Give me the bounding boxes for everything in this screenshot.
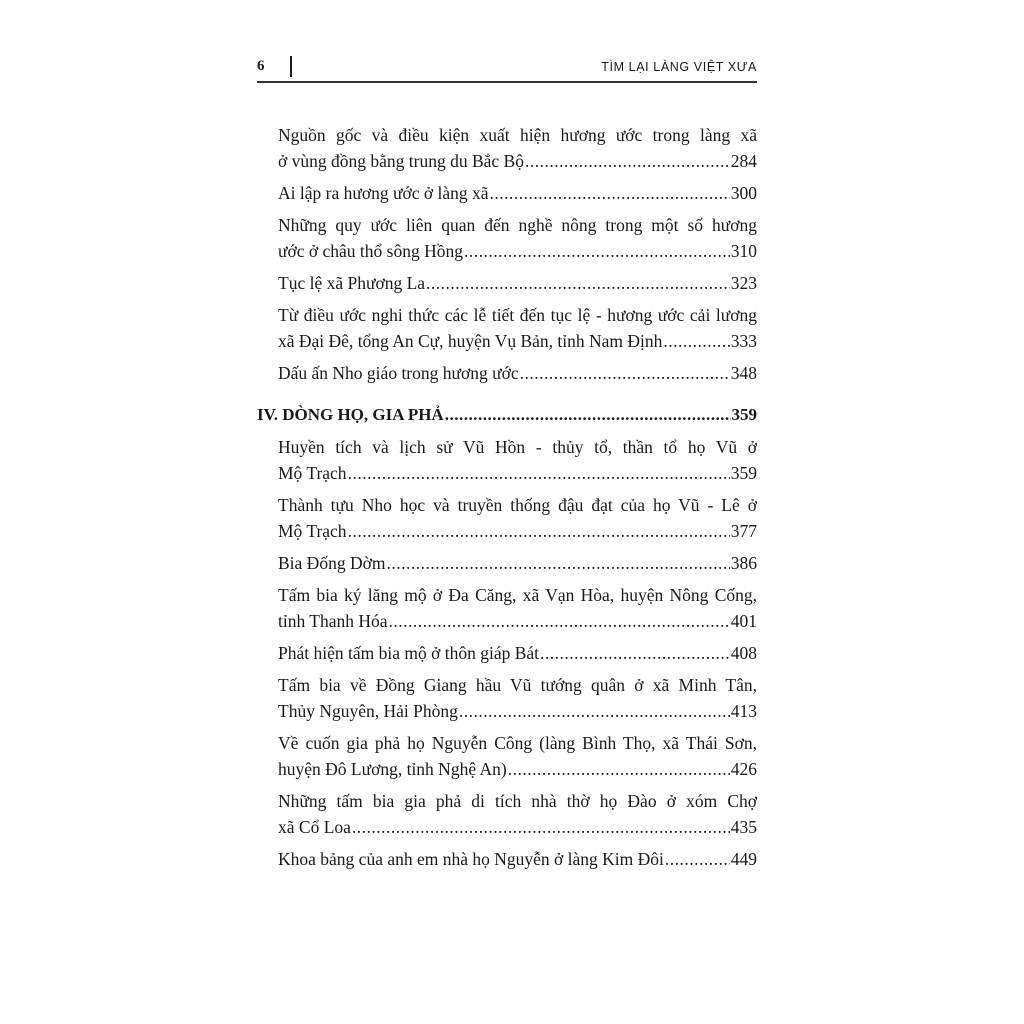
- toc-entry: [278, 212, 757, 264]
- toc-entry-text: Ai lập ra hương ước ở làng xã: [278, 183, 489, 203]
- toc-entry-text: Dấu ấn Nho giáo trong hương ước: [278, 363, 519, 383]
- leader-dots: [663, 328, 729, 354]
- toc-entry-last-line: [278, 846, 757, 872]
- leader-dots: [386, 550, 729, 576]
- toc-entry-line: Thành tựu Nho học và truyền thống đậu đạt của họ Vũ - Lê ở: [278, 495, 757, 515]
- leader-dots: [348, 460, 730, 486]
- toc-entry-text: Mộ Trạch: [278, 463, 347, 483]
- toc-entry-text: Bia Đống Dờm: [278, 553, 386, 573]
- toc-entry-last-line: [278, 148, 757, 174]
- toc-entry-line: Tấm bia về Đồng Giang hầu Vũ tướng quân ở xã Minh Tân,: [278, 675, 757, 695]
- leader-dots: [348, 518, 730, 544]
- toc-page-number: 435: [730, 817, 757, 837]
- toc-entry: [278, 360, 757, 386]
- toc-page-number: 359: [730, 463, 757, 483]
- toc-entry-text: Khoa bảng của anh em nhà họ Nguyễn ở làng Kim Đôi: [278, 849, 664, 869]
- toc-page-number: 323: [730, 273, 757, 293]
- toc-entry-line: Những tấm bia gia phả di tích nhà thờ họ Đào ở xóm Chợ: [278, 791, 757, 811]
- toc-entry-text: xã Đại Đê, tổng An Cự, huyện Vụ Bản, tỉnh Nam Định: [278, 331, 663, 351]
- toc-entry-last-line: [278, 328, 757, 354]
- toc-entry-text: Tục lệ xã Phương La: [278, 273, 426, 293]
- toc-entry-last-line: [278, 360, 757, 386]
- toc-entry-last-line: [278, 180, 757, 206]
- leader-dots: [352, 814, 730, 840]
- section-page-number: 359: [731, 405, 757, 424]
- toc-entry-last-line: [278, 550, 757, 576]
- leader-dots: [508, 756, 730, 782]
- toc-page-number: 284: [730, 151, 757, 171]
- leader-dots: [490, 180, 730, 206]
- leader-dots: [665, 846, 730, 872]
- toc-entry-last-line: [278, 756, 757, 782]
- leader-dots: [389, 608, 730, 634]
- toc-entry-text: ở vùng đồng bằng trung du Bắc Bộ: [278, 151, 524, 171]
- leader-dots: [459, 698, 730, 724]
- toc-entry-text: ước ở châu thổ sông Hồng: [278, 241, 463, 261]
- toc-entry-last-line: [278, 814, 757, 840]
- toc-entry-last-line: [278, 270, 757, 296]
- toc-entry-line: Về cuốn gia phả họ Nguyễn Công (làng Bình Thọ, xã Thái Sơn,: [278, 733, 757, 753]
- section-title: IV. DÒNG HỌ, GIA PHẢ: [257, 405, 444, 424]
- toc-entry: [278, 730, 757, 782]
- leader-dots: [445, 402, 731, 428]
- toc-entry-last-line: [278, 238, 757, 264]
- toc-entry-line: Từ điều ước nghi thức các lễ tiết đến tục lệ - hương ước cải lương: [278, 305, 757, 325]
- toc-entry-text: Thủy Nguyên, Hải Phòng: [278, 701, 458, 721]
- toc-page-number: 401: [730, 611, 757, 631]
- header-divider-bar: [290, 56, 292, 77]
- leader-dots: [426, 270, 730, 296]
- toc-entry-last-line: [278, 518, 757, 544]
- toc-page-number: 449: [730, 849, 757, 869]
- leader-dots: [540, 640, 730, 666]
- toc-entry-last-line: [278, 608, 757, 634]
- toc-page-number: 377: [730, 521, 757, 541]
- toc-entry-last-line: [278, 698, 757, 724]
- toc-page-number: 348: [730, 363, 757, 383]
- leader-dots: [525, 148, 730, 174]
- toc-page-number: 426: [730, 759, 757, 779]
- toc-entry: [278, 550, 757, 576]
- toc-entry: [278, 180, 757, 206]
- toc-entry-last-line: [278, 460, 757, 486]
- toc-entry: [278, 846, 757, 872]
- toc-entry: [278, 582, 757, 634]
- page-header: [257, 56, 757, 82]
- toc-entry-text: Phát hiện tấm bia mộ ở thôn giáp Bát: [278, 643, 540, 663]
- toc-section-heading: [257, 402, 757, 428]
- table-of-contents: [257, 122, 757, 878]
- toc-entry: [278, 270, 757, 296]
- toc-entry-text: Mộ Trạch: [278, 521, 347, 541]
- toc-entry: [278, 672, 757, 724]
- leader-dots: [464, 238, 730, 264]
- leader-dots: [520, 360, 730, 386]
- toc-entry: [278, 640, 757, 666]
- toc-entry-line: Tấm bia ký lăng mộ ở Đa Căng, xã Vạn Hòa, huyện Nông Cống,: [278, 585, 757, 605]
- toc-page-number: 300: [730, 183, 757, 203]
- toc-entry-text: xã Cổ Loa: [278, 817, 351, 837]
- toc-entry: [278, 492, 757, 544]
- toc-page-number: 310: [730, 241, 757, 261]
- toc-entry: [278, 122, 757, 174]
- toc-entry: [278, 302, 757, 354]
- toc-entry: [278, 788, 757, 840]
- toc-entry-line: Huyền tích và lịch sử Vũ Hồn - thủy tổ, thần tổ họ Vũ ở: [278, 437, 757, 457]
- toc-entry-text: huyện Đô Lương, tỉnh Nghệ An): [278, 759, 507, 779]
- page-number: 6: [257, 58, 265, 74]
- book-page: [257, 0, 757, 1024]
- header-rule: [257, 81, 757, 83]
- toc-page-number: 333: [730, 331, 757, 351]
- toc-page-number: 408: [730, 643, 757, 663]
- toc-entry-text: tỉnh Thanh Hóa: [278, 611, 388, 631]
- toc-entry-last-line: [278, 640, 757, 666]
- toc-entry: [278, 434, 757, 486]
- toc-page-number: 386: [730, 553, 757, 573]
- running-title: TÌM LẠI LÀNG VIỆT XƯA: [601, 60, 757, 74]
- toc-entry-line: Những quy ước liên quan đến nghề nông trong một số hương: [278, 215, 757, 235]
- toc-entry-line: Nguồn gốc và điều kiện xuất hiện hương ước trong làng xã: [278, 125, 757, 145]
- toc-page-number: 413: [730, 701, 757, 721]
